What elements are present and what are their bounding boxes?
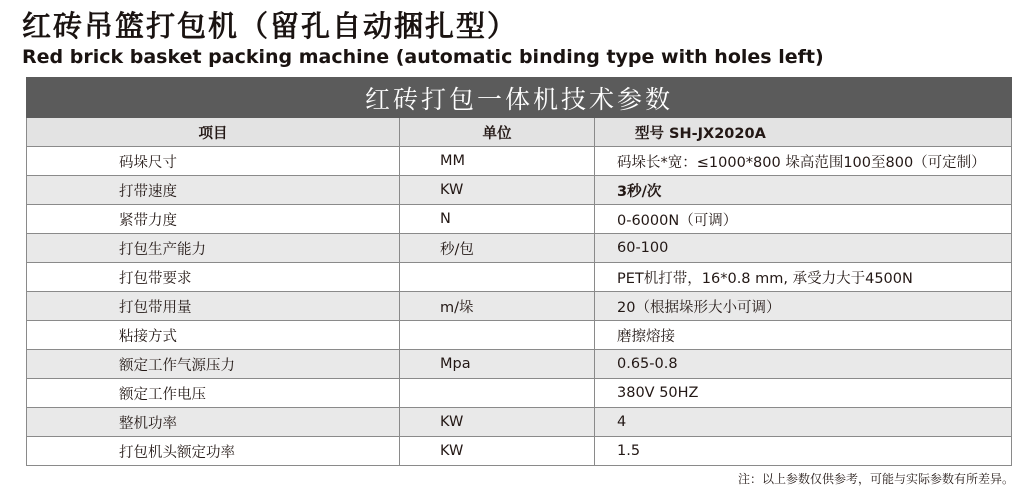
spec-table (26, 77, 1012, 466)
row-item: 打带速度 (27, 176, 400, 205)
header-model: 型号 SH-JX2020A (595, 118, 1012, 147)
row-item: 打包带用量 (27, 292, 400, 321)
row-unit: KW (400, 408, 595, 437)
table-row (27, 234, 1012, 263)
row-item: 打包机头额定功率 (27, 437, 400, 466)
table-row (27, 263, 1012, 292)
row-unit: KW (400, 176, 595, 205)
row-value: 磨擦熔接 (595, 321, 1012, 350)
row-value: PET机打带，16*0.8 mm, 承受力大于4500N (595, 263, 1012, 292)
row-value: 0-6000N（可调） (595, 205, 1012, 234)
row-value: 20（根据垛形大小可调） (595, 292, 1012, 321)
page-title-english: Red brick basket packing machine (automatic binding type with holes left) (22, 46, 824, 68)
row-value: 60-100 (595, 234, 1012, 263)
row-value: 4 (595, 408, 1012, 437)
row-item: 额定工作气源压力 (27, 350, 400, 379)
row-item: 整机功率 (27, 408, 400, 437)
table-row (27, 176, 1012, 205)
page-title-chinese: 红砖吊篮打包机（留孔自动捆扎型） (22, 9, 519, 43)
table-banner: 红砖打包一体机技术参数 (27, 78, 1012, 118)
table-row (27, 292, 1012, 321)
table-row (27, 379, 1012, 408)
table-row (27, 147, 1012, 176)
header-unit: 单位 (400, 118, 595, 147)
table-row (27, 408, 1012, 437)
row-item: 粘接方式 (27, 321, 400, 350)
row-value: 0.65-0.8 (595, 350, 1012, 379)
row-item: 打包生产能力 (27, 234, 400, 263)
row-value: 380V 50HZ (595, 379, 1012, 408)
row-unit (400, 263, 595, 292)
table-row (27, 350, 1012, 379)
row-item: 额定工作电压 (27, 379, 400, 408)
row-unit: KW (400, 437, 595, 466)
row-value: 3秒/次 (595, 176, 1012, 205)
row-value: 1.5 (595, 437, 1012, 466)
table-banner-row (27, 78, 1012, 118)
row-unit (400, 379, 595, 408)
row-unit: m/垛 (400, 292, 595, 321)
row-unit: MM (400, 147, 595, 176)
header-item: 项目 (27, 118, 400, 147)
table-row (27, 321, 1012, 350)
row-value: 码垛长*宽：≤1000*800 垛高范围100至800（可定制） (595, 147, 1012, 176)
row-item: 码垛尺寸 (27, 147, 400, 176)
row-unit: N (400, 205, 595, 234)
table-row (27, 205, 1012, 234)
footnote: 注：以上参数仅供参考，可能与实际参数有所差异。 (737, 472, 1014, 486)
row-item: 紧带力度 (27, 205, 400, 234)
row-unit: 秒/包 (400, 234, 595, 263)
row-item: 打包带要求 (27, 263, 400, 292)
row-unit: Mpa (400, 350, 595, 379)
row-unit (400, 321, 595, 350)
table-row (27, 437, 1012, 466)
table-header-row (27, 118, 1012, 147)
